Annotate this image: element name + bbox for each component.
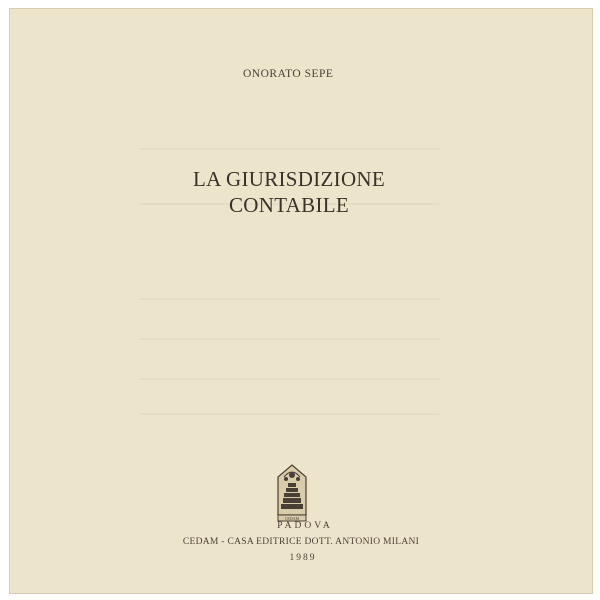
publisher-emblem-icon <box>272 463 312 523</box>
show-through-line <box>139 298 439 300</box>
emblem-text: CEDAM <box>284 516 300 521</box>
book-title-line-2: CONTABILE <box>229 193 350 217</box>
book-title <box>193 166 385 218</box>
show-through-line <box>139 338 439 340</box>
title-page <box>9 8 593 594</box>
show-through-line <box>139 378 439 380</box>
book-title-line-1: LA GIURISDIZIONE <box>193 167 386 191</box>
show-through-line <box>139 413 439 415</box>
publisher-name: CEDAM - CASA EDITRICE DOTT. ANTONIO MILANI <box>182 537 420 547</box>
author-name: ONORATO SEPE <box>243 68 334 80</box>
publisher-city: PADOVA <box>277 521 333 531</box>
show-through-line <box>139 148 439 150</box>
publication-year: 1989 <box>289 553 317 563</box>
